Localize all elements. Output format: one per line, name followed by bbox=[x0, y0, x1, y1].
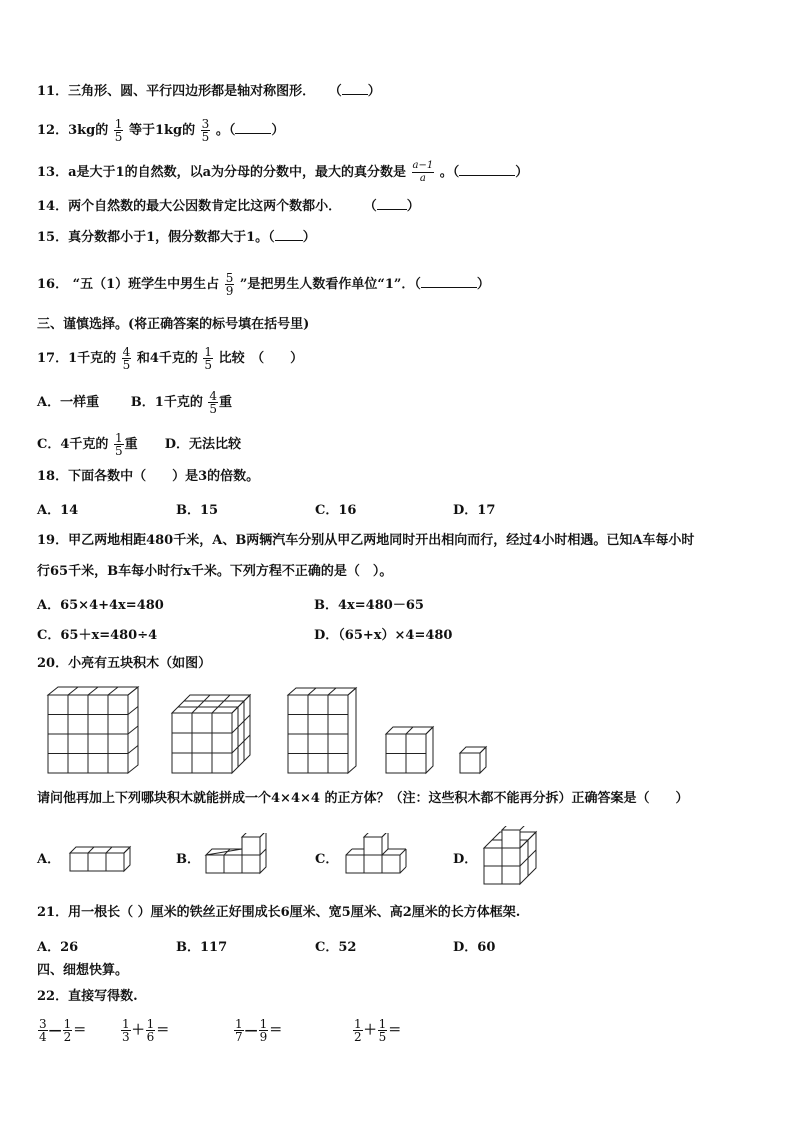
option-b[interactable]: B．4x=480－65 bbox=[314, 598, 424, 613]
option-c[interactable]: C．65＋x=480÷4 bbox=[37, 628, 158, 643]
option-a[interactable]: A．14 bbox=[37, 503, 79, 518]
fraction: $\frac{1}{5}$ bbox=[114, 117, 123, 144]
blocks-figure bbox=[40, 683, 500, 778]
option-c[interactable]: C．16 bbox=[315, 503, 357, 518]
question-11: 11．三角形、圆、平行四边形都是轴对称图形． （ ） bbox=[37, 84, 381, 99]
fraction: $\frac{3}{5}$ bbox=[201, 117, 210, 144]
option-c[interactable]: C．52 bbox=[315, 940, 357, 955]
option-b[interactable]: B．117 bbox=[176, 940, 228, 955]
question-22: 22．直接写得数. bbox=[37, 989, 138, 1004]
block-1 bbox=[48, 687, 138, 773]
answer-blank[interactable] bbox=[275, 228, 303, 241]
question-21: 21．用一根长（ ）厘米的铁丝正好围成长6厘米、宽5厘米、高2厘米的长方体框架. bbox=[37, 905, 521, 920]
fraction: $\frac{1}{5}$ bbox=[204, 345, 213, 372]
block-4 bbox=[386, 727, 433, 773]
option-b[interactable]: B． bbox=[176, 852, 200, 867]
option-a[interactable]: A．一样重 bbox=[37, 395, 100, 410]
fraction: $\frac{a-1}{a}$ bbox=[412, 160, 434, 184]
question-14: 14．两个自然数的最大公因数肯定比这两个数都小． （ ） bbox=[37, 199, 420, 214]
answer-blank[interactable] bbox=[377, 197, 407, 210]
option-b[interactable]: B．1千克的 $\frac{4}{5}$ 重 bbox=[130, 389, 233, 416]
calc-item-4: $\frac{1}{2}$ ＋ $\frac{1}{5}$ ＝ bbox=[354, 1017, 402, 1044]
option-d[interactable]: D．无法比较 bbox=[164, 437, 242, 452]
question-18: 18．下面各数中（ ）是3的倍数。 bbox=[37, 469, 260, 484]
section-3-heading: 三、谨慎选择。(将正确答案的标号填在括号里) bbox=[37, 317, 310, 332]
option-a[interactable]: A． bbox=[37, 852, 61, 867]
option-c[interactable]: C． bbox=[315, 852, 339, 867]
option-a[interactable]: A．26 bbox=[37, 940, 79, 955]
option-c-block[interactable] bbox=[344, 833, 410, 877]
question-19-line2: 行65千米，B车每小时行x千米。下列方程不正确的是（ ）。 bbox=[37, 564, 393, 579]
calc-item-2: $\frac{1}{3}$ ＋ $\frac{1}{6}$ ＝ bbox=[122, 1017, 170, 1044]
calc-item-1: $\frac{3}{4}$ — $\frac{1}{2}$ ＝ bbox=[39, 1017, 87, 1044]
fraction: $\frac{1}{5}$ bbox=[114, 431, 123, 458]
option-b[interactable]: B．15 bbox=[176, 503, 219, 518]
answer-blank[interactable] bbox=[459, 163, 515, 176]
option-b-block[interactable] bbox=[204, 833, 270, 875]
question-12: 12．3kg的 $\frac{1}{5}$ 等于1kg的 $\frac{3}{5}$ 。（ ） bbox=[37, 117, 285, 144]
fraction: $\frac{4}{5}$ bbox=[122, 345, 131, 372]
question-17: 17．1千克的 $\frac{4}{5}$ 和4千克的 $\frac{1}{5}$ 比较 （ ） bbox=[37, 345, 304, 372]
option-d[interactable]: D． bbox=[453, 852, 478, 867]
question-17-options-row1 bbox=[37, 390, 232, 415]
option-d[interactable]: D．60 bbox=[453, 940, 496, 955]
option-d[interactable]: D．17 bbox=[453, 503, 496, 518]
option-a[interactable]: A．65×4+4x=480 bbox=[37, 598, 164, 613]
answer-blank[interactable] bbox=[421, 275, 477, 288]
calc-item-3: $\frac{1}{7}$ — $\frac{1}{9}$ ＝ bbox=[235, 1017, 283, 1044]
block-5 bbox=[460, 747, 486, 773]
question-13: 13．a是大于1的自然数，以a为分母的分数中，最大的真分数是 $\frac{a-1}{a}$ 。（ ） bbox=[37, 160, 529, 184]
section-4-heading: 四、细想快算。 bbox=[37, 963, 129, 978]
block-3 bbox=[288, 688, 356, 773]
question-20-prompt: 请问他再加上下列哪块积木就能拼成一个4×4×4 的正方体？（注：这些积木都不能再分拆）正确答案是（ ） bbox=[37, 791, 689, 806]
answer-blank[interactable] bbox=[235, 121, 271, 134]
question-15: 15．真分数都小于1，假分数都大于1。（ ） bbox=[37, 230, 316, 245]
option-a-block[interactable] bbox=[68, 845, 132, 873]
question-20: 20．小亮有五块积木（如图） bbox=[37, 656, 212, 671]
fraction: $\frac{4}{5}$ bbox=[209, 389, 217, 416]
question-17-options-row2 bbox=[37, 432, 241, 457]
question-19-line1: 19．甲乙两地相距480千米，A、B两辆汽车分别从甲乙两地同时开出相向而行，经过4小时相遇。已知A车每小时 bbox=[37, 533, 695, 548]
answer-blank[interactable] bbox=[342, 82, 368, 95]
option-d[interactable]: D．（65+x）×4=480 bbox=[314, 628, 453, 643]
option-d-block[interactable] bbox=[480, 826, 540, 886]
option-c[interactable]: C．4千克的 $\frac{1}{5}$ 重 bbox=[37, 431, 138, 458]
fraction: $\frac{5}{9}$ bbox=[225, 271, 234, 298]
block-2 bbox=[172, 695, 250, 773]
question-16: 16． “五（1）班学生中男生占 $\frac{5}{9}$ ”是把男生人数看作单位“1”．（ ） bbox=[37, 271, 490, 298]
